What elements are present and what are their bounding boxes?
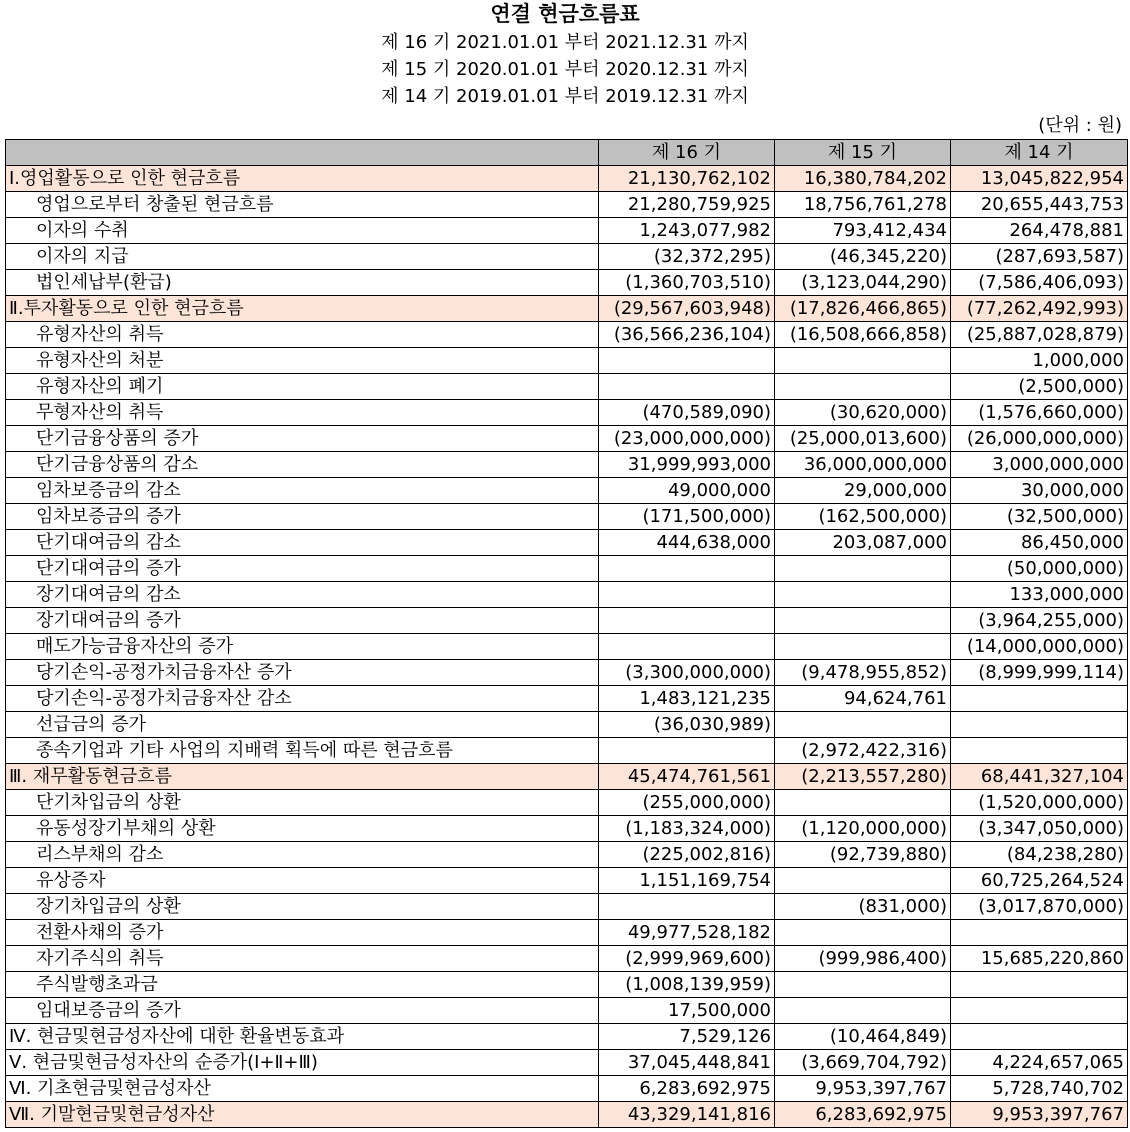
row-label: 리스부채의 감소 — [6, 842, 599, 868]
row-label: 주식발행초과금 — [6, 972, 599, 998]
value-period-15 — [775, 998, 951, 1024]
row-label: 임대보증금의 증가 — [6, 998, 599, 1024]
value-period-15: (2,972,422,316) — [775, 738, 951, 764]
value-period-15 — [775, 634, 951, 660]
value-period-16: 21,280,759,925 — [599, 192, 775, 218]
value-period-14: (32,500,000) — [951, 504, 1128, 530]
value-period-14: 30,000,000 — [951, 478, 1128, 504]
table-row — [6, 998, 1128, 1024]
row-label: 당기손익-공정가치금융자산 감소 — [6, 686, 599, 712]
value-period-15: (25,000,013,600) — [775, 426, 951, 452]
value-period-16 — [599, 348, 775, 374]
row-label: 장기대여금의 증가 — [6, 608, 599, 634]
row-label: 유형자산의 폐기 — [6, 374, 599, 400]
row-label: 단기차입금의 상환 — [6, 790, 599, 816]
value-period-15: 94,624,761 — [775, 686, 951, 712]
table-row — [6, 894, 1128, 920]
value-period-14: (3,017,870,000) — [951, 894, 1128, 920]
value-period-16: (225,002,816) — [599, 842, 775, 868]
row-label: Ⅱ.투자활동으로 인한 현금흐름 — [6, 296, 599, 322]
table-row — [6, 738, 1128, 764]
row-label: 유형자산의 처분 — [6, 348, 599, 374]
value-period-15: (16,508,666,858) — [775, 322, 951, 348]
table-row — [6, 270, 1128, 296]
value-period-14: 9,953,397,767 — [951, 1102, 1128, 1128]
value-period-15: 203,087,000 — [775, 530, 951, 556]
header-period-14: 제 14 기 — [951, 140, 1128, 166]
table-header-row — [6, 140, 1128, 166]
table-row — [6, 426, 1128, 452]
value-period-15 — [775, 582, 951, 608]
value-period-16: 444,638,000 — [599, 530, 775, 556]
row-label: 단기대여금의 감소 — [6, 530, 599, 556]
value-period-16: 17,500,000 — [599, 998, 775, 1024]
value-period-15: (92,739,880) — [775, 842, 951, 868]
value-period-15 — [775, 374, 951, 400]
value-period-14: 86,450,000 — [951, 530, 1128, 556]
value-period-14: (7,586,406,093) — [951, 270, 1128, 296]
value-period-16 — [599, 894, 775, 920]
value-period-16 — [599, 608, 775, 634]
value-period-15: (3,669,704,792) — [775, 1050, 951, 1076]
value-period-16: (3,300,000,000) — [599, 660, 775, 686]
row-label: Ⅶ. 기말현금및현금성자산 — [6, 1102, 599, 1128]
value-period-14 — [951, 920, 1128, 946]
section-total-row — [6, 166, 1128, 192]
table-row — [6, 972, 1128, 998]
section-total-row — [6, 296, 1128, 322]
value-period-14: (77,262,492,993) — [951, 296, 1128, 322]
value-period-15 — [775, 920, 951, 946]
row-label: 법인세납부(환급) — [6, 270, 599, 296]
header-period-16: 제 16 기 — [599, 140, 775, 166]
value-period-14: 60,725,264,524 — [951, 868, 1128, 894]
value-period-14: 133,000,000 — [951, 582, 1128, 608]
table-row — [6, 712, 1128, 738]
row-label: 선급금의 증가 — [6, 712, 599, 738]
value-period-15: (831,000) — [775, 894, 951, 920]
unit-label: (단위 : 원) — [1038, 115, 1122, 136]
row-label: 장기차입금의 상환 — [6, 894, 599, 920]
cash-flow-table — [5, 139, 1128, 1128]
table-row — [6, 868, 1128, 894]
value-period-16: 7,529,126 — [599, 1024, 775, 1050]
value-period-14 — [951, 1024, 1128, 1050]
value-period-14 — [951, 998, 1128, 1024]
value-period-15 — [775, 972, 951, 998]
value-period-14: (3,964,255,000) — [951, 608, 1128, 634]
row-label: 종속기업과 기타 사업의 지배력 획득에 따른 현금흐름 — [6, 738, 599, 764]
value-period-15 — [775, 712, 951, 738]
value-period-14: 264,478,881 — [951, 218, 1128, 244]
value-period-16: (23,000,000,000) — [599, 426, 775, 452]
table-row — [6, 1050, 1128, 1076]
value-period-16 — [599, 374, 775, 400]
value-period-14: 13,045,822,954 — [951, 166, 1128, 192]
row-label: Ⅳ. 현금및현금성자산에 대한 환율변동효과 — [6, 1024, 599, 1050]
value-period-15: 16,380,784,202 — [775, 166, 951, 192]
row-label: 무형자산의 취득 — [6, 400, 599, 426]
value-period-14: (1,576,660,000) — [951, 400, 1128, 426]
section-total-row — [6, 764, 1128, 790]
row-label: Ⅵ. 기초현금및현금성자산 — [6, 1076, 599, 1102]
value-period-14: 1,000,000 — [951, 348, 1128, 374]
value-period-16: (470,589,090) — [599, 400, 775, 426]
value-period-15: (9,478,955,852) — [775, 660, 951, 686]
row-label: 당기손익-공정가치금융자산 증가 — [6, 660, 599, 686]
row-label: 단기금융상품의 증가 — [6, 426, 599, 452]
table-row — [6, 1076, 1128, 1102]
value-period-15: 6,283,692,975 — [775, 1102, 951, 1128]
table-row — [6, 1024, 1128, 1050]
value-period-15 — [775, 790, 951, 816]
value-period-16: (171,500,000) — [599, 504, 775, 530]
row-label: 유상증자 — [6, 868, 599, 894]
row-label: 임차보증금의 감소 — [6, 478, 599, 504]
value-period-16 — [599, 738, 775, 764]
row-label: Ⅴ. 현금및현금성자산의 순증가(Ⅰ+Ⅱ+Ⅲ) — [6, 1050, 599, 1076]
table-row — [6, 660, 1128, 686]
period-16: 제 16 기 2021.01.01 부터 2021.12.31 까지 — [381, 32, 749, 53]
value-period-14: (25,887,028,879) — [951, 322, 1128, 348]
section-total-row — [6, 1102, 1128, 1128]
row-label: 영업으로부터 창출된 현금흐름 — [6, 192, 599, 218]
value-period-14 — [951, 686, 1128, 712]
value-period-16 — [599, 556, 775, 582]
value-period-15 — [775, 608, 951, 634]
value-period-14: (50,000,000) — [951, 556, 1128, 582]
value-period-16: 1,151,169,754 — [599, 868, 775, 894]
value-period-16: (2,999,969,600) — [599, 946, 775, 972]
value-period-16: (36,566,236,104) — [599, 322, 775, 348]
period-15: 제 15 기 2020.01.01 부터 2020.12.31 까지 — [381, 59, 749, 80]
value-period-14: 4,224,657,065 — [951, 1050, 1128, 1076]
value-period-14: 20,655,443,753 — [951, 192, 1128, 218]
value-period-15: 18,756,761,278 — [775, 192, 951, 218]
value-period-14: (2,500,000) — [951, 374, 1128, 400]
value-period-15: 36,000,000,000 — [775, 452, 951, 478]
table-row — [6, 244, 1128, 270]
value-period-16: 6,283,692,975 — [599, 1076, 775, 1102]
value-period-16: (29,567,603,948) — [599, 296, 775, 322]
row-label: 단기금융상품의 감소 — [6, 452, 599, 478]
value-period-15: (999,986,400) — [775, 946, 951, 972]
value-period-14: (1,520,000,000) — [951, 790, 1128, 816]
header-account — [6, 140, 599, 166]
value-period-16 — [599, 582, 775, 608]
value-period-16: 37,045,448,841 — [599, 1050, 775, 1076]
value-period-16: (255,000,000) — [599, 790, 775, 816]
row-label: Ⅰ.영업활동으로 인한 현금흐름 — [6, 166, 599, 192]
value-period-15 — [775, 868, 951, 894]
value-period-15: (46,345,220) — [775, 244, 951, 270]
value-period-15: (10,464,849) — [775, 1024, 951, 1050]
period-14: 제 14 기 2019.01.01 부터 2019.12.31 까지 — [381, 86, 749, 107]
value-period-14: (84,238,280) — [951, 842, 1128, 868]
row-label: 장기대여금의 감소 — [6, 582, 599, 608]
table-row — [6, 374, 1128, 400]
value-period-16: 43,329,141,816 — [599, 1102, 775, 1128]
value-period-16: (1,008,139,959) — [599, 972, 775, 998]
value-period-15: 29,000,000 — [775, 478, 951, 504]
row-label: 임차보증금의 증가 — [6, 504, 599, 530]
table-row — [6, 400, 1128, 426]
value-period-16: (32,372,295) — [599, 244, 775, 270]
table-row — [6, 686, 1128, 712]
value-period-16: 31,999,993,000 — [599, 452, 775, 478]
table-row — [6, 634, 1128, 660]
value-period-16: (1,360,703,510) — [599, 270, 775, 296]
value-period-15 — [775, 348, 951, 374]
row-label: 전환사채의 증가 — [6, 920, 599, 946]
row-label: 유동성장기부채의 상환 — [6, 816, 599, 842]
value-period-15: (2,213,557,280) — [775, 764, 951, 790]
table-row — [6, 816, 1128, 842]
value-period-16: 21,130,762,102 — [599, 166, 775, 192]
value-period-14: (3,347,050,000) — [951, 816, 1128, 842]
value-period-14: 5,728,740,702 — [951, 1076, 1128, 1102]
value-period-15: (30,620,000) — [775, 400, 951, 426]
table-row — [6, 348, 1128, 374]
table-row — [6, 504, 1128, 530]
value-period-15: (17,826,466,865) — [775, 296, 951, 322]
table-row — [6, 452, 1128, 478]
value-period-15: 793,412,434 — [775, 218, 951, 244]
table-row — [6, 556, 1128, 582]
table-row — [6, 530, 1128, 556]
table-row — [6, 192, 1128, 218]
value-period-14: 3,000,000,000 — [951, 452, 1128, 478]
value-period-14: (8,999,999,114) — [951, 660, 1128, 686]
value-period-14: 68,441,327,104 — [951, 764, 1128, 790]
row-label: 이자의 수취 — [6, 218, 599, 244]
value-period-15: 9,953,397,767 — [775, 1076, 951, 1102]
table-row — [6, 946, 1128, 972]
row-label: 유형자산의 취득 — [6, 322, 599, 348]
table-row — [6, 218, 1128, 244]
value-period-14 — [951, 738, 1128, 764]
table-row — [6, 582, 1128, 608]
row-label: 매도가능금융자산의 증가 — [6, 634, 599, 660]
table-row — [6, 322, 1128, 348]
value-period-16 — [599, 634, 775, 660]
row-label: 이자의 지급 — [6, 244, 599, 270]
table-row — [6, 608, 1128, 634]
value-period-15 — [775, 556, 951, 582]
table-body — [6, 166, 1128, 1128]
value-period-14: 15,685,220,860 — [951, 946, 1128, 972]
value-period-14: (287,693,587) — [951, 244, 1128, 270]
value-period-15: (1,120,000,000) — [775, 816, 951, 842]
value-period-16: 45,474,761,561 — [599, 764, 775, 790]
row-label: Ⅲ. 재무활동현금흐름 — [6, 764, 599, 790]
table-row — [6, 478, 1128, 504]
value-period-16: 49,977,528,182 — [599, 920, 775, 946]
header-period-15: 제 15 기 — [775, 140, 951, 166]
value-period-14: (14,000,000,000) — [951, 634, 1128, 660]
value-period-16: (36,030,989) — [599, 712, 775, 738]
row-label: 자기주식의 취득 — [6, 946, 599, 972]
value-period-15: (3,123,044,290) — [775, 270, 951, 296]
table-row — [6, 790, 1128, 816]
value-period-16: 1,483,121,235 — [599, 686, 775, 712]
value-period-14 — [951, 972, 1128, 998]
table-row — [6, 920, 1128, 946]
table-row — [6, 842, 1128, 868]
value-period-16: 49,000,000 — [599, 478, 775, 504]
value-period-14 — [951, 712, 1128, 738]
value-period-14: (26,000,000,000) — [951, 426, 1128, 452]
value-period-16: (1,183,324,000) — [599, 816, 775, 842]
value-period-15: (162,500,000) — [775, 504, 951, 530]
row-label: 단기대여금의 증가 — [6, 556, 599, 582]
value-period-16: 1,243,077,982 — [599, 218, 775, 244]
document-title: 연결 현금흐름표 — [490, 2, 640, 26]
